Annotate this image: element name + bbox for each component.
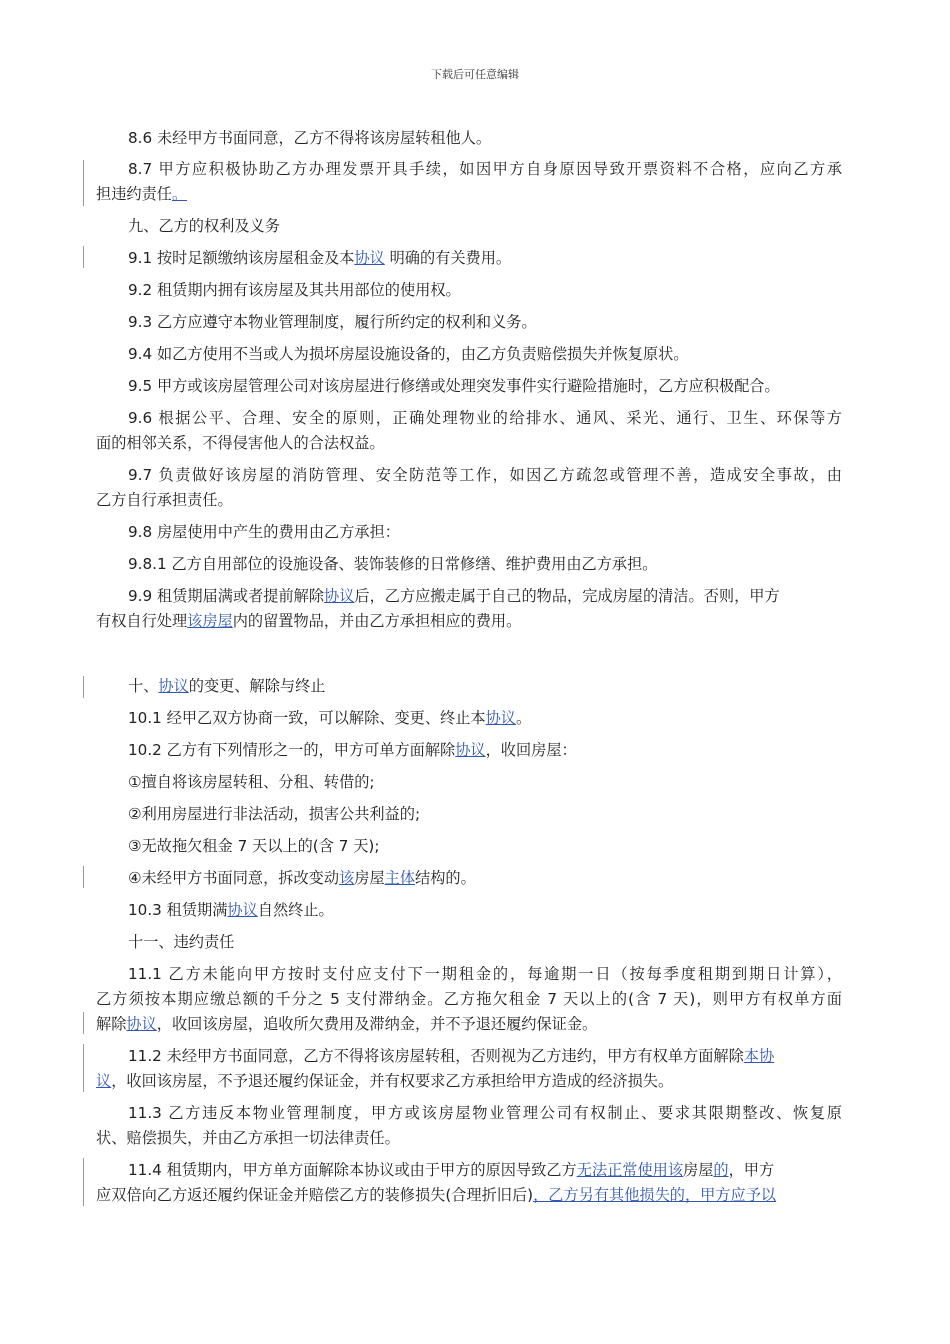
clause-11-1-line3: 解除协议，收回该房屋，追收所欠费用及滞纳金，并不予退还履约保证金。 [96, 1015, 598, 1033]
clause-9-4: 9.4 如乙方使用不当或人为损坏房屋设施设备的，由乙方负责赔偿损失并恢复原状。 [128, 345, 689, 363]
revision-bar [83, 160, 84, 206]
circumstance-3: ③无故拖欠租金 7 天以上的(含 7 天); [128, 837, 380, 855]
clause-8-7-line2: 担违约责任。 [96, 185, 188, 203]
clause-11-1-line1: 11.1 乙方未能向甲方按时支付应支付下一期租金的，每逾期一日（按每季度租期到期日计算）， [128, 965, 842, 983]
clause-9-9-line2: 有权自行处理该房屋内的留置物品，并由乙方承担相应的费用。 [96, 612, 522, 630]
clause-9-6-line2: 面的相邻关系，不得侵害他人的合法权益。 [96, 434, 385, 452]
house-link[interactable]: 该房屋 [187, 612, 233, 630]
agreement-link[interactable]: 协议 [158, 677, 189, 695]
agreement-link[interactable]: 议 [96, 1072, 112, 1090]
clause-9-8-1: 9.8.1 乙方自用部位的设施设备、装饰装修的日常修缮、维护费用由乙方承担。 [128, 555, 658, 573]
tracked-link[interactable]: 无法正常使用该 [576, 1161, 684, 1179]
agreement-link[interactable]: 协议 [455, 741, 486, 759]
clause-9-8: 9.8 房屋使用中产生的费用由乙方承担： [128, 523, 400, 541]
clause-11-1-line2: 乙方须按本期应缴总额的千分之 5 支付滞纳金。乙方拖欠租金 7 天以上的(含 7 天)，则甲方有权单方面 [96, 990, 842, 1008]
revision-bar [83, 866, 84, 888]
section-heading-10: 十、协议的变更、解除与终止 [128, 677, 326, 695]
revision-bar [83, 1012, 84, 1034]
clause-9-3: 9.3 乙方应遵守本物业管理制度，履行所约定的权利和义务。 [128, 313, 537, 331]
clause-10-2: 10.2 乙方有下列情形之一的，甲方可单方面解除协议，收回房屋： [128, 741, 577, 759]
clause-11-2-line1: 11.2 未经甲方书面同意，乙方不得将该房屋转租，否则视为乙方违约，甲方有权单方面解除本协 [128, 1047, 775, 1065]
clause-11-4-line2: 应双倍向乙方返还履约保证金并赔偿乙方的装修损失(合理折旧后)，乙方另有其他损失的，甲方应予以 [96, 1186, 777, 1204]
clause-11-2-line2: 议，收回该房屋，不予退还履约保证金，并有权要求乙方承担给甲方造成的经济损失。 [96, 1072, 674, 1090]
clause-10-3: 10.3 租赁期满协议自然终止。 [128, 901, 334, 919]
clause-9-2: 9.2 租赁期内拥有该房屋及其共用部位的使用权。 [128, 281, 461, 299]
agreement-link[interactable]: 协议 [227, 901, 258, 919]
clause-9-6-line1: 9.6 根据公平、合理、安全的原则，正确处理物业的给排水、通风、采光、通行、卫生、环保等方 [128, 409, 842, 427]
clause-8-6: 8.6 未经甲方书面同意，乙方不得将该房屋转租他人。 [128, 129, 492, 147]
clause-9-1: 9.1 按时足额缴纳该房屋租金及本协议 明确的有关费用。 [128, 249, 512, 267]
agreement-link[interactable]: 协议 [126, 1015, 157, 1033]
section-heading-11: 十一、违约责任 [128, 933, 235, 951]
agreement-link[interactable]: 协议 [324, 587, 355, 605]
page-header: 下载后可任意编辑 [431, 68, 519, 81]
clause-9-7-line2: 乙方自行承担责任。 [96, 491, 233, 509]
circumstance-2: ②利用房屋进行非法活动，损害公共利益的; [128, 805, 421, 823]
circumstance-4: ④未经甲方书面同意，拆改变动该房屋主体结构的。 [128, 869, 476, 887]
revision-bar [83, 1044, 84, 1092]
tracked-link[interactable]: ，乙方另有其他损失的，甲方应予以 [533, 1186, 777, 1204]
clause-10-1: 10.1 经甲乙双方协商一致，可以解除、变更、终止本协议。 [128, 709, 532, 727]
clause-9-5: 9.5 甲方或该房屋管理公司对该房屋进行修缮或处理突发事件实行避险措施时，乙方应积极配合。 [128, 377, 780, 395]
clause-9-7-line1: 9.7 负责做好该房屋的消防管理、安全防范等工作，如因乙方疏忽或管理不善，造成安全事故，由 [128, 466, 842, 484]
tracked-link[interactable]: 。 [171, 185, 188, 203]
tracked-link[interactable]: 的 [713, 1161, 729, 1179]
agreement-link[interactable]: 协议 [485, 709, 516, 727]
clause-9-9-line1: 9.9 租赁期届满或者提前解除协议后，乙方应搬走属于自己的物品，完成房屋的清洁。否则，甲方 [128, 587, 780, 605]
circumstance-1: ①擅自将该房屋转租、分租、转借的; [128, 773, 375, 791]
house-link[interactable]: 该 [339, 869, 355, 887]
clause-11-3-line2: 状、赔偿损失，并由乙方承担一切法律责任。 [96, 1129, 400, 1147]
agreement-link[interactable]: 协议 [354, 249, 385, 267]
clause-8-7-line1: 8.7 甲方应积极协助乙方办理发票开具手续，如因甲方自身原因导致开票资料不合格，应向乙方承 [128, 160, 842, 178]
revision-bar [83, 1158, 84, 1206]
revision-bar [83, 246, 84, 268]
revision-bar [83, 676, 84, 698]
section-heading-9: 九、乙方的权利及义务 [128, 217, 280, 235]
agreement-link[interactable]: 本协 [743, 1047, 775, 1065]
clause-11-3-line1: 11.3 乙方违反本物业管理制度，甲方或该房屋物业管理公司有权制止、要求其限期整改、恢复原 [128, 1104, 842, 1122]
structure-link[interactable]: 主体 [384, 869, 415, 887]
clause-11-4-line1: 11.4 租赁期内，甲方单方面解除本协议或由于甲方的原因导致乙方无法正常使用该房屋的，甲方 [128, 1161, 775, 1179]
